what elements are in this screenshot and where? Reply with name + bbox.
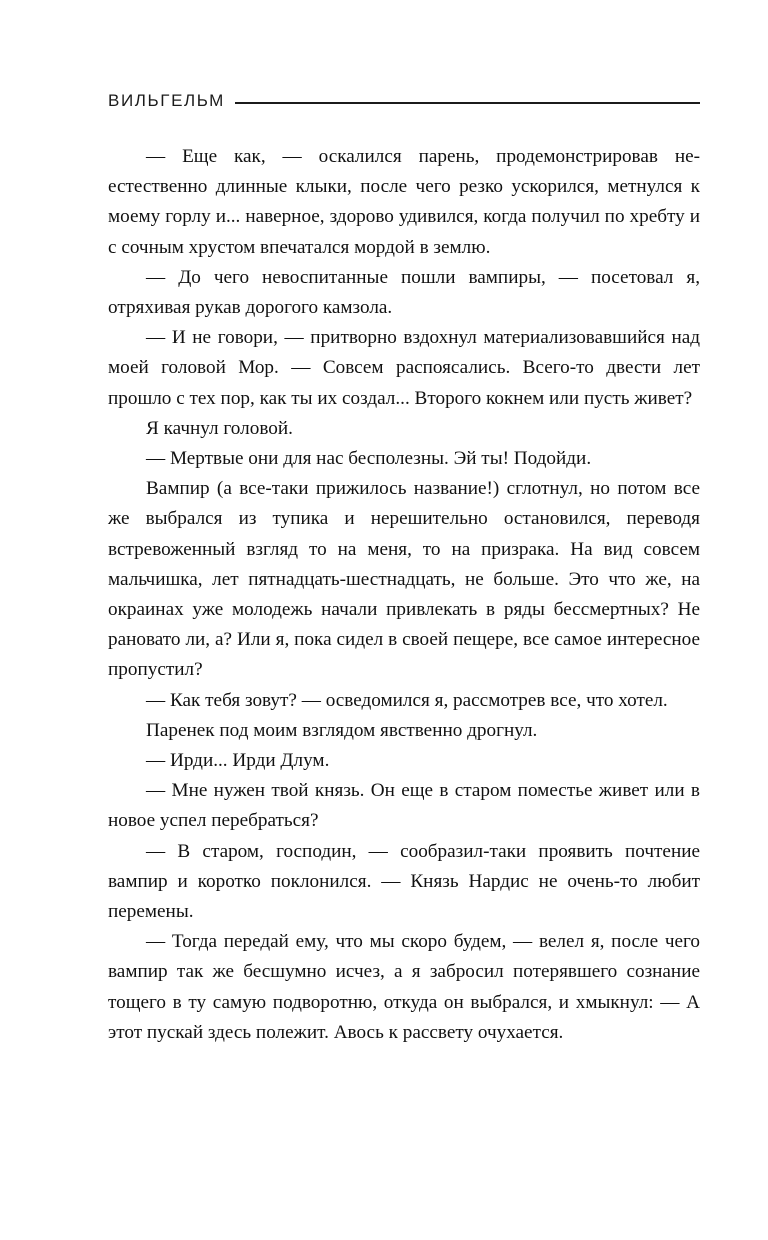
paragraph: — Мертвые они для нас бесполезны. Эй ты! Подойди. <box>146 448 592 470</box>
paragraph: — Еще как, — оскалился парень, продемонстрировав неестественно длинные клыки, после чего резко ускорился, метнулся к моему горлу и... наверное, здорово удивился, когда получил по хребту и с сочным хрустом впечатался мордой в землю. <box>108 146 700 258</box>
paragraph: — В старом, господин, — сообразил-таки проявить почтение вампир и коротко поклонился. — Князь Нардис не очень-то любит перемены. <box>108 840 700 923</box>
paragraph: — Как тебя зовут? — осведомился я, рассмотрев все, что хотел. <box>146 689 668 711</box>
paragraph: — Ирди... Ирди Длум. <box>146 750 330 772</box>
paragraph: — До чего невоспитанные пошли вампиры, — посетовал я, отряхивая рукав дорогого камзола. <box>108 266 700 319</box>
paragraph: Я качнул головой. <box>146 417 293 439</box>
paragraph: Вампир (а все-таки прижилось название!) сглотнул, но потом все же выбрался из тупика и нерешительно остановился, переводя встревоженный взгляд то на меня, то на призрака. На вид совсем мальчишка, лет пятнадцать-шестнадцать, не больше. Это что же, на окраинах уже молодежь начали привлекать в ряды бессмертных? Не рановато ли, а? Или я, пока сидел в своей пещере, все самое интересное пропустил? <box>108 478 700 681</box>
running-head: ВИЛЬГЕЛЬМ <box>108 91 225 110</box>
page-header <box>108 88 700 114</box>
body-text <box>108 142 700 1048</box>
paragraph: Паренек под моим взглядом явственно дрогнул. <box>146 719 538 741</box>
header-rule <box>235 102 700 104</box>
paragraph: — Мне нужен твой князь. Он еще в старом поместье живет или в новое успел перебраться? <box>108 780 700 832</box>
paragraph: — И не говори, — притворно вздохнул материализовавшийся над моей головой Мор. — Совсем распоясались. Всего-то двести лет прошло с тех пор, как ты их создал... Второго кокнем или пусть живет? <box>108 327 700 409</box>
paragraph: — Тогда передай ему, что мы скоро будем, — велел я, после чего вампир так же бесшумно исчез, а я забросил потерявшего сознание тощего в ту самую подворотню, откуда он выбрался, и хмыкнул: — А этот пускай здесь полежит. Авось к рассвету очухается. <box>108 931 700 1043</box>
